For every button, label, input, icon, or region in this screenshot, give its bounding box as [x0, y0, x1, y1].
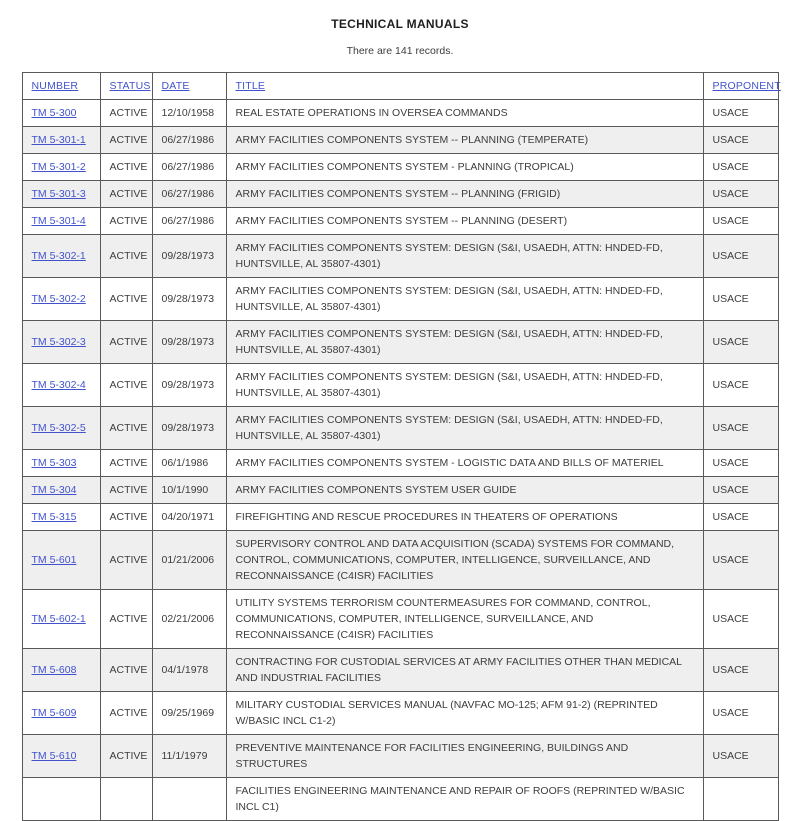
record-count: There are 141 records.	[346, 45, 454, 57]
manual-status: ACTIVE	[100, 127, 152, 154]
manual-proponent: USACE	[703, 407, 778, 450]
manual-title: MILITARY CUSTODIAL SERVICES MANUAL (NAVFAC MO-125; AFM 91-2) (REPRINTED W/BASIC INCL C1-2)	[226, 692, 703, 735]
manual-number-cell	[22, 649, 100, 692]
manual-date: 09/28/1973	[152, 364, 226, 407]
manual-proponent: USACE	[703, 531, 778, 590]
manual-title: SUPERVISORY CONTROL AND DATA ACQUISITION (SCADA) SYSTEMS FOR COMMAND, CONTROL, COMMUNICATIONS, COMPUTER, INTELLIGENCE, SURVEILLANCE, AND RECONNAISSANCE (C4ISR) FACILITIES	[226, 531, 703, 590]
manual-title: ARMY FACILITIES COMPONENTS SYSTEM: DESIGN (S&I, USAEDH, ATTN: HNDED-FD, HUNTSVILLE, AL 35807-4301)	[226, 364, 703, 407]
table-row	[22, 531, 778, 590]
table-row	[22, 450, 778, 477]
manual-status: ACTIVE	[100, 649, 152, 692]
manual-number-link[interactable]: TM 5-301-2	[31, 161, 86, 173]
manual-date: 09/28/1973	[152, 278, 226, 321]
manual-status: ACTIVE	[100, 477, 152, 504]
manual-number-link[interactable]: TM 5-301-1	[31, 134, 86, 146]
manual-number-link[interactable]: TM 5-301-4	[31, 215, 86, 227]
manual-number-cell	[22, 407, 100, 450]
manual-proponent: USACE	[703, 100, 778, 127]
manual-status: ACTIVE	[100, 692, 152, 735]
manual-number-cell	[22, 504, 100, 531]
manual-number-link[interactable]: TM 5-602-1	[31, 613, 86, 625]
header-row	[22, 73, 778, 100]
manual-proponent: USACE	[703, 278, 778, 321]
manual-date: 04/20/1971	[152, 504, 226, 531]
manual-status: ACTIVE	[100, 181, 152, 208]
manual-date: 06/27/1986	[152, 154, 226, 181]
manual-number-cell	[22, 235, 100, 278]
manual-status: ACTIVE	[100, 208, 152, 235]
manual-status: ACTIVE	[100, 235, 152, 278]
manual-number-link[interactable]: TM 5-304	[31, 484, 77, 496]
manual-title: ARMY FACILITIES COMPONENTS SYSTEM - LOGISTIC DATA AND BILLS OF MATERIEL	[226, 450, 703, 477]
manual-number-link[interactable]: TM 5-610	[31, 750, 77, 762]
manual-number-link[interactable]: TM 5-608	[31, 664, 77, 676]
table-row	[22, 208, 778, 235]
sort-link-status[interactable]: STATUS	[109, 80, 151, 92]
manual-number-link[interactable]: TM 5-301-3	[31, 188, 86, 200]
manual-status: ACTIVE	[100, 531, 152, 590]
manual-date: 09/28/1973	[152, 321, 226, 364]
manual-proponent: USACE	[703, 692, 778, 735]
manual-number-cell	[22, 321, 100, 364]
manual-title: ARMY FACILITIES COMPONENTS SYSTEM: DESIGN (S&I, USAEDH, ATTN: HNDED-FD, HUNTSVILLE, AL 35807-4301)	[226, 235, 703, 278]
manual-date: 06/27/1986	[152, 127, 226, 154]
manual-number-cell	[22, 477, 100, 504]
manual-title: FACILITIES ENGINEERING MAINTENANCE AND REPAIR OF ROOFS (REPRINTED W/BASIC INCL C1)	[226, 778, 703, 821]
manual-number-link[interactable]: TM 5-303	[31, 457, 77, 469]
manual-date: 12/10/1958	[152, 100, 226, 127]
manual-proponent: USACE	[703, 649, 778, 692]
manual-title: CONTRACTING FOR CUSTODIAL SERVICES AT ARMY FACILITIES OTHER THAN MEDICAL AND INDUSTRIAL FACILITIES	[226, 649, 703, 692]
manual-date: 11/1/1979	[152, 735, 226, 778]
manual-proponent: USACE	[703, 735, 778, 778]
table-row	[22, 321, 778, 364]
table-row	[22, 407, 778, 450]
sort-link-date[interactable]: DATE	[161, 80, 190, 92]
manual-number-cell	[22, 531, 100, 590]
table-row	[22, 154, 778, 181]
manual-date: 09/28/1973	[152, 407, 226, 450]
manual-title: ARMY FACILITIES COMPONENTS SYSTEM - PLANNING (TROPICAL)	[226, 154, 703, 181]
manual-title: ARMY FACILITIES COMPONENTS SYSTEM: DESIGN (S&I, USAEDH, ATTN: HNDED-FD, HUNTSVILLE, AL 35807-4301)	[226, 321, 703, 364]
sort-link-title[interactable]: TITLE	[235, 80, 266, 92]
manual-number-link[interactable]: TM 5-315	[31, 511, 77, 523]
manual-proponent: USACE	[703, 450, 778, 477]
manual-number-link[interactable]: TM 5-601	[31, 554, 77, 566]
manual-date: 01/21/2006	[152, 531, 226, 590]
sort-link-proponent[interactable]: PROPONENT	[712, 80, 781, 92]
manual-proponent: USACE	[703, 154, 778, 181]
manual-status: ACTIVE	[100, 450, 152, 477]
column-header-date	[152, 73, 226, 100]
column-header-proponent	[703, 73, 781, 100]
manual-status: ACTIVE	[100, 154, 152, 181]
table-row	[22, 504, 778, 531]
manual-title: UTILITY SYSTEMS TERRORISM COUNTERMEASURES FOR COMMAND, CONTROL, COMMUNICATIONS, COMPUTER, INTELLIGENCE, SURVEILLANCE, AND RECONNAISSANCE (C4ISR) FACILITIES	[226, 590, 703, 649]
manual-date: 09/25/1969	[152, 692, 226, 735]
table-row	[22, 127, 778, 154]
manual-proponent: USACE	[703, 208, 778, 235]
manual-status: ACTIVE	[100, 590, 152, 649]
manual-status: ACTIVE	[100, 504, 152, 531]
manual-proponent: USACE	[703, 235, 778, 278]
manual-number-cell	[22, 127, 100, 154]
manual-number-link[interactable]: TM 5-302-5	[31, 422, 86, 434]
manual-title: ARMY FACILITIES COMPONENTS SYSTEM -- PLANNING (TEMPERATE)	[226, 127, 703, 154]
manual-number-cell	[22, 735, 100, 778]
manual-title: REAL ESTATE OPERATIONS IN OVERSEA COMMANDS	[226, 100, 703, 127]
manual-date: 06/1/1986	[152, 450, 226, 477]
manual-status: ACTIVE	[100, 364, 152, 407]
manual-date: 06/27/1986	[152, 208, 226, 235]
manual-date	[152, 778, 226, 821]
manual-proponent: USACE	[703, 321, 778, 364]
table-row	[22, 477, 778, 504]
manual-number-cell	[22, 778, 100, 821]
manual-number-cell	[22, 364, 100, 407]
manual-proponent: USACE	[703, 127, 778, 154]
column-header-number	[22, 73, 100, 100]
manual-title: ARMY FACILITIES COMPONENTS SYSTEM: DESIGN (S&I, USAEDH, ATTN: HNDED-FD, HUNTSVILLE, AL 35807-4301)	[226, 407, 703, 450]
page-title: TECHNICAL MANUALS	[331, 17, 469, 31]
manual-status: ACTIVE	[100, 100, 152, 127]
manual-title: ARMY FACILITIES COMPONENTS SYSTEM -- PLANNING (DESERT)	[226, 208, 703, 235]
manual-number-cell	[22, 278, 100, 321]
manual-title: FIREFIGHTING AND RESCUE PROCEDURES IN THEATERS OF OPERATIONS	[226, 504, 703, 531]
manual-status: ACTIVE	[100, 321, 152, 364]
manuals-table	[22, 72, 779, 821]
table-row	[22, 735, 778, 778]
manual-number-cell	[22, 590, 100, 649]
manual-title: ARMY FACILITIES COMPONENTS SYSTEM -- PLANNING (FRIGID)	[226, 181, 703, 208]
manual-date: 02/21/2006	[152, 590, 226, 649]
manual-status: ACTIVE	[100, 278, 152, 321]
manual-number-cell	[22, 100, 100, 127]
table-row	[22, 590, 778, 649]
manual-status: ACTIVE	[100, 407, 152, 450]
manual-number-link[interactable]: TM 5-300	[31, 107, 77, 119]
manual-proponent	[703, 778, 778, 821]
manual-number-cell	[22, 208, 100, 235]
table-header	[22, 73, 781, 100]
table-row	[22, 649, 778, 692]
manual-title: PREVENTIVE MAINTENANCE FOR FACILITIES ENGINEERING, BUILDINGS AND STRUCTURES	[226, 735, 703, 778]
table-row	[22, 278, 778, 321]
manual-date: 10/1/1990	[152, 477, 226, 504]
manual-proponent: USACE	[703, 590, 778, 649]
table-row	[22, 364, 778, 407]
table-row-partial	[22, 778, 778, 821]
manual-title: ARMY FACILITIES COMPONENTS SYSTEM USER GUIDE	[226, 477, 703, 504]
manual-title: ARMY FACILITIES COMPONENTS SYSTEM: DESIGN (S&I, USAEDH, ATTN: HNDED-FD, HUNTSVILLE, AL 35807-4301)	[226, 278, 703, 321]
manual-date: 04/1/1978	[152, 649, 226, 692]
column-header-status	[100, 73, 152, 100]
manual-date: 09/28/1973	[152, 235, 226, 278]
manual-number-link[interactable]: TM 5-302-2	[31, 293, 86, 305]
manual-status: ACTIVE	[100, 735, 152, 778]
manual-number-link[interactable]: TM 5-609	[31, 707, 77, 719]
column-header-title	[226, 73, 703, 100]
manual-number-link[interactable]: TM 5-302-3	[31, 336, 86, 348]
manuals-table-body	[22, 100, 778, 821]
manual-number-cell	[22, 154, 100, 181]
manual-proponent: USACE	[703, 477, 778, 504]
manual-date: 06/27/1986	[152, 181, 226, 208]
manual-number-link[interactable]: TM 5-302-4	[31, 379, 86, 391]
manual-proponent: USACE	[703, 504, 778, 531]
manual-status	[100, 778, 152, 821]
sort-link-number[interactable]: NUMBER	[31, 80, 79, 92]
manual-number-cell	[22, 692, 100, 735]
manual-number-cell	[22, 450, 100, 477]
manual-number-cell	[22, 181, 100, 208]
manual-number-link[interactable]: TM 5-302-1	[31, 250, 86, 262]
table-row	[22, 100, 778, 127]
table-row	[22, 692, 778, 735]
manual-proponent: USACE	[703, 364, 778, 407]
table-row	[22, 181, 778, 208]
manual-proponent: USACE	[703, 181, 778, 208]
table-row	[22, 235, 778, 278]
